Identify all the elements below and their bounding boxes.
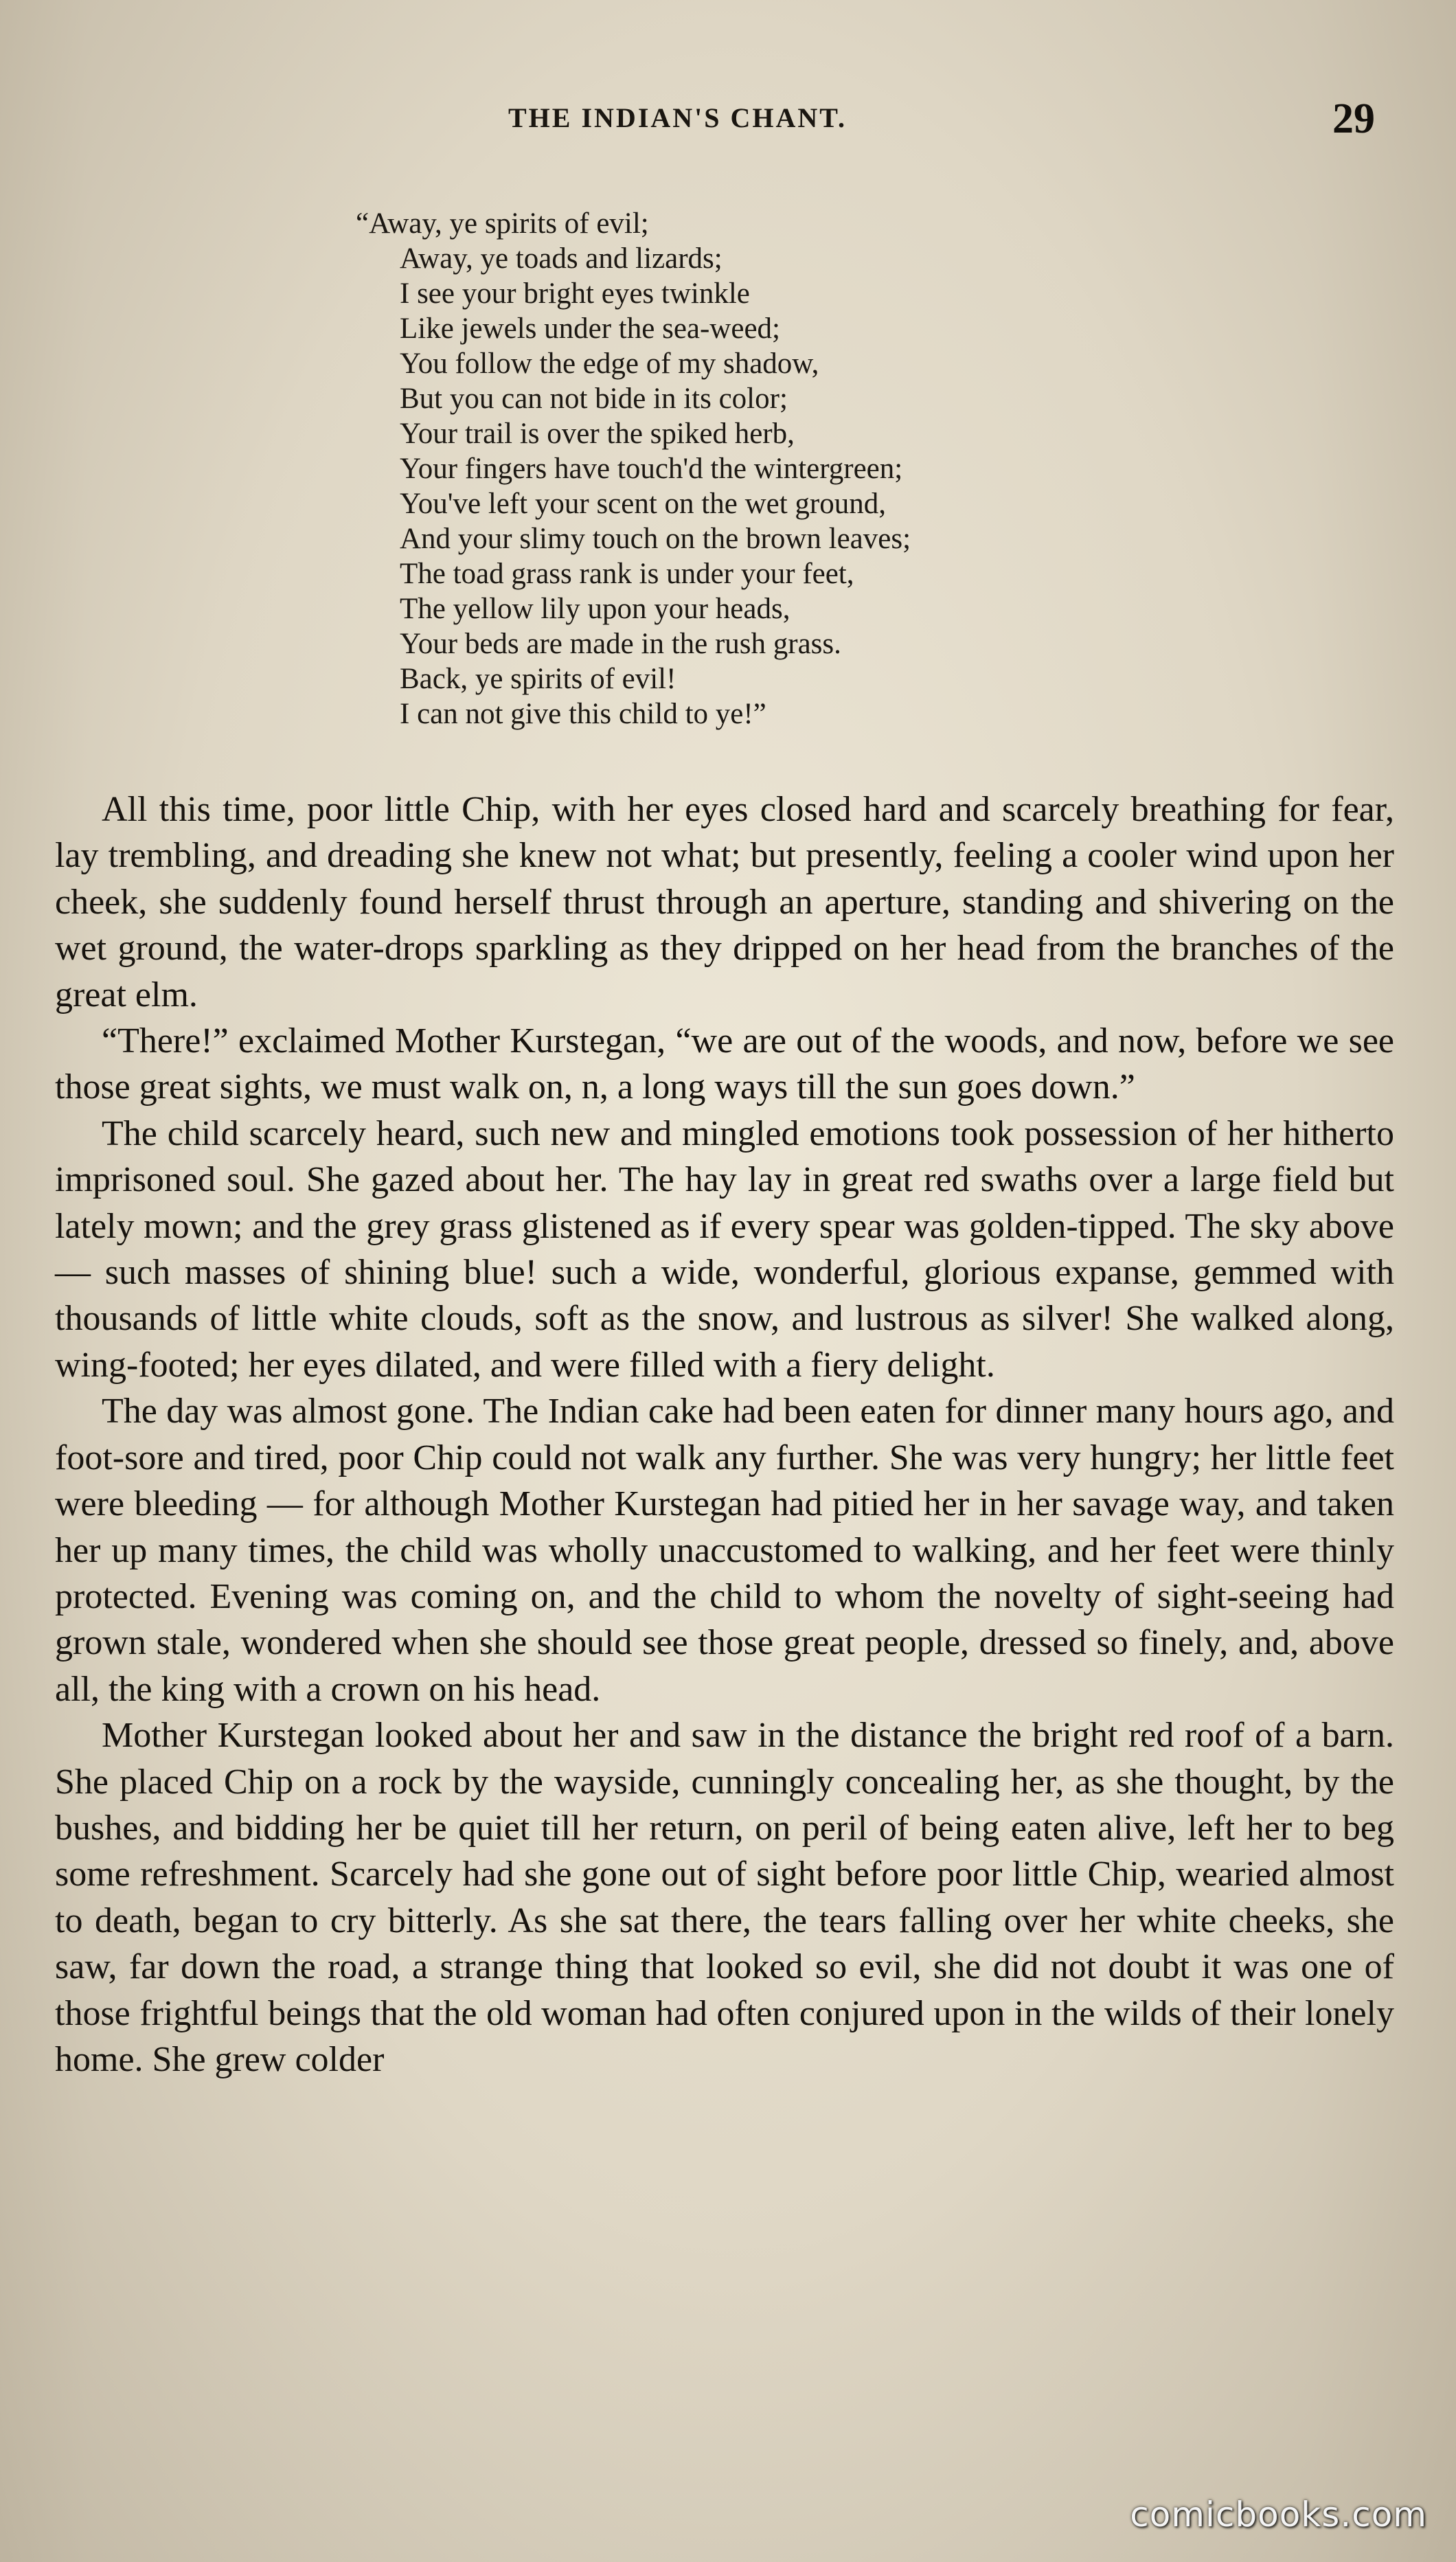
verse-line: I see your bright eyes twinkle xyxy=(400,277,750,310)
verse-line: I can not give this child to ye!” xyxy=(400,698,766,730)
verse-line: Your beds are made in the rush grass. xyxy=(400,628,841,660)
verse-line: You've left your scent on the wet ground, xyxy=(400,488,886,520)
verse-line: Like jewels under the sea-weed; xyxy=(400,313,780,345)
verse-line: “Away, ye spirits of evil; xyxy=(356,207,649,240)
verse-line: But you can not bide in its color; xyxy=(400,383,788,415)
paragraph: The child scarcely heard, such new and mingled emotions took possession of her hitherto imprisoned soul. She gazed about her. The hay lay in great red swaths over a large field but lately mown; and the grey grass glistened as if every spear was golden-tipped. The sky above — such masses of shining blue! such a wide, wonderful, glorious expanse, gemmed with thousands of little white clouds, soft as the snow, and lustrous as silver! She walked along, wing-footed; her eyes dilated, and were filled with a fiery delight. xyxy=(55,1113,1394,1385)
chant-verse xyxy=(356,206,1180,732)
story-text xyxy=(55,786,1394,2083)
verse-line: Your fingers have touch'd the wintergreen; xyxy=(400,453,903,485)
running-title: THE INDIAN'S CHANT. xyxy=(508,102,847,133)
verse-line: You follow the edge of my shadow, xyxy=(400,348,819,380)
verse-line: Away, ye toads and lizards; xyxy=(400,242,723,275)
page-number: 29 xyxy=(1332,95,1375,142)
verse-line: Your trail is over the spiked herb, xyxy=(400,418,795,450)
paragraph: “There!” exclaimed Mother Kurstegan, “we are out of the woods, and now, before we see those great sights, we must walk on, n, a long ways till the sun goes down.” xyxy=(55,1021,1394,1107)
paragraph: Mother Kurstegan looked about her and saw in the distance the bright red roof of a barn. She placed Chip on a rock by the wayside, cunningly concealing her, as she thought, by the bushes, and bidding her be quiet till her return, on peril of being eaten alive, left her to beg some refreshment. Scarcely had she gone out of sight before poor little Chip, wearied almost to death, began to cry bitterly. As she sat there, the tears falling over her white cheeks, she saw, far down the road, a strange thing that looked so evil, she did not doubt it was one of those frightful beings that the old woman had often conjured upon in the wilds of their lonely home. She grew colder xyxy=(55,1716,1394,2079)
verse-line: And your slimy touch on the brown leaves; xyxy=(400,523,911,555)
verse-line: The toad grass rank is under your feet, xyxy=(400,558,854,590)
verse-line: Back, ye spirits of evil! xyxy=(400,663,676,695)
watermark: comicbooks.com xyxy=(1130,2495,1427,2535)
verse-line: The yellow lily upon your heads, xyxy=(400,593,790,625)
paragraph: All this time, poor little Chip, with her eyes closed hard and scarcely breathing for fear, lay trembling, and dreading she knew not what; but presently, feeling a cooler wind upon her cheek, she suddenly found herself thrust through an aperture, standing and shivering on the wet ground, the water-drops sparkling as they dripped on her head from the branches of the great elm. xyxy=(55,790,1394,1014)
paragraph: The day was almost gone. The Indian cake had been eaten for dinner many hours ago, and foot-sore and tired, poor Chip could not walk any further. She was very hungry; her little feet were bleeding — for although Mother Kurstegan had pitied her in her savage way, and taken her up many times, the child was wholly unaccustomed to walking, and her feet were thinly protected. Evening was coming on, and the child to whom the novelty of sight-seeing had grown stale, wondered when she should see those great people, dressed so finely, and, above all, the king with a crown on his head. xyxy=(55,1392,1394,1709)
